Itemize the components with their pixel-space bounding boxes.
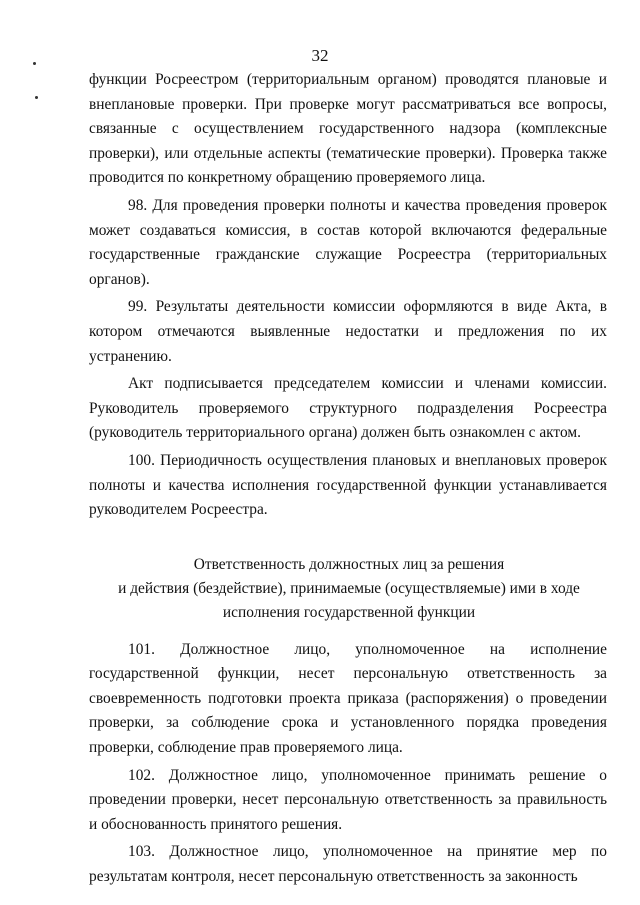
section-heading-line: Ответственность должностных лиц за решения xyxy=(193,555,505,573)
paragraph-103: 103. Должностное лицо, уполномоченное на принятие мер по результатам контроля, несет персональную ответственность за законность xyxy=(89,843,607,886)
paragraph-100: 100. Периодичность осуществления плановых и внеплановых проверок полноты и качества исполнения государственной функции устанавливается руководителем Росреестра. xyxy=(89,451,607,519)
section-heading-line: исполнения государственной функции xyxy=(222,603,476,621)
document-body xyxy=(89,68,607,890)
paragraph-102: 102. Должностное лицо, уполномоченное принимать решение о проведении проверки, несет персональную ответственность за правильность и обоснованность принятого решения. xyxy=(89,766,607,833)
section-heading-line: и действия (бездействие), принимаемые (осуществляемые) ими в ходе xyxy=(118,579,580,597)
section-heading xyxy=(69,553,629,625)
paragraph-101: 101. Должностное лицо, уполномоченное на исполнение государственной функции, несет персональную ответственность за своевременность подготовки проекта приказа (распоряжения) о проведении проверки, за соблюдение срока и установленного порядка проведения проверки, соблюдение прав проверяемого лица. xyxy=(89,640,607,757)
paragraph-continued: функции Росреестром (территориальным органом) проводятся плановые и внеплановые проверки. При проверке могут рассматриваться все вопросы, связанные с осуществлением государственного надзора (комплексные проверки), или отдельные аспекты (тематические проверки). Проверка также проводится по конкретному обращению проверяемого лица. xyxy=(89,71,607,187)
paragraph-99: 99. Результаты деятельности комиссии оформляются в виде Акта, в котором отмечаются выявленные недостатки и предложения по их устранению. xyxy=(89,298,607,365)
paragraph-act: Акт подписывается председателем комиссии и членами комиссии. Руководитель проверяемого структурного подразделения Росреестра (руководитель территориального органа) должен быть ознакомлен с актом. xyxy=(89,375,607,442)
scan-dot xyxy=(35,96,38,99)
paragraph-98: 98. Для проведения проверки полноты и качества проведения проверок может создаваться комиссия, в состав которой включаются федеральные государственные гражданские служащие Росреестра (территориальных органов). xyxy=(89,196,607,288)
page-number: 32 xyxy=(311,46,329,65)
